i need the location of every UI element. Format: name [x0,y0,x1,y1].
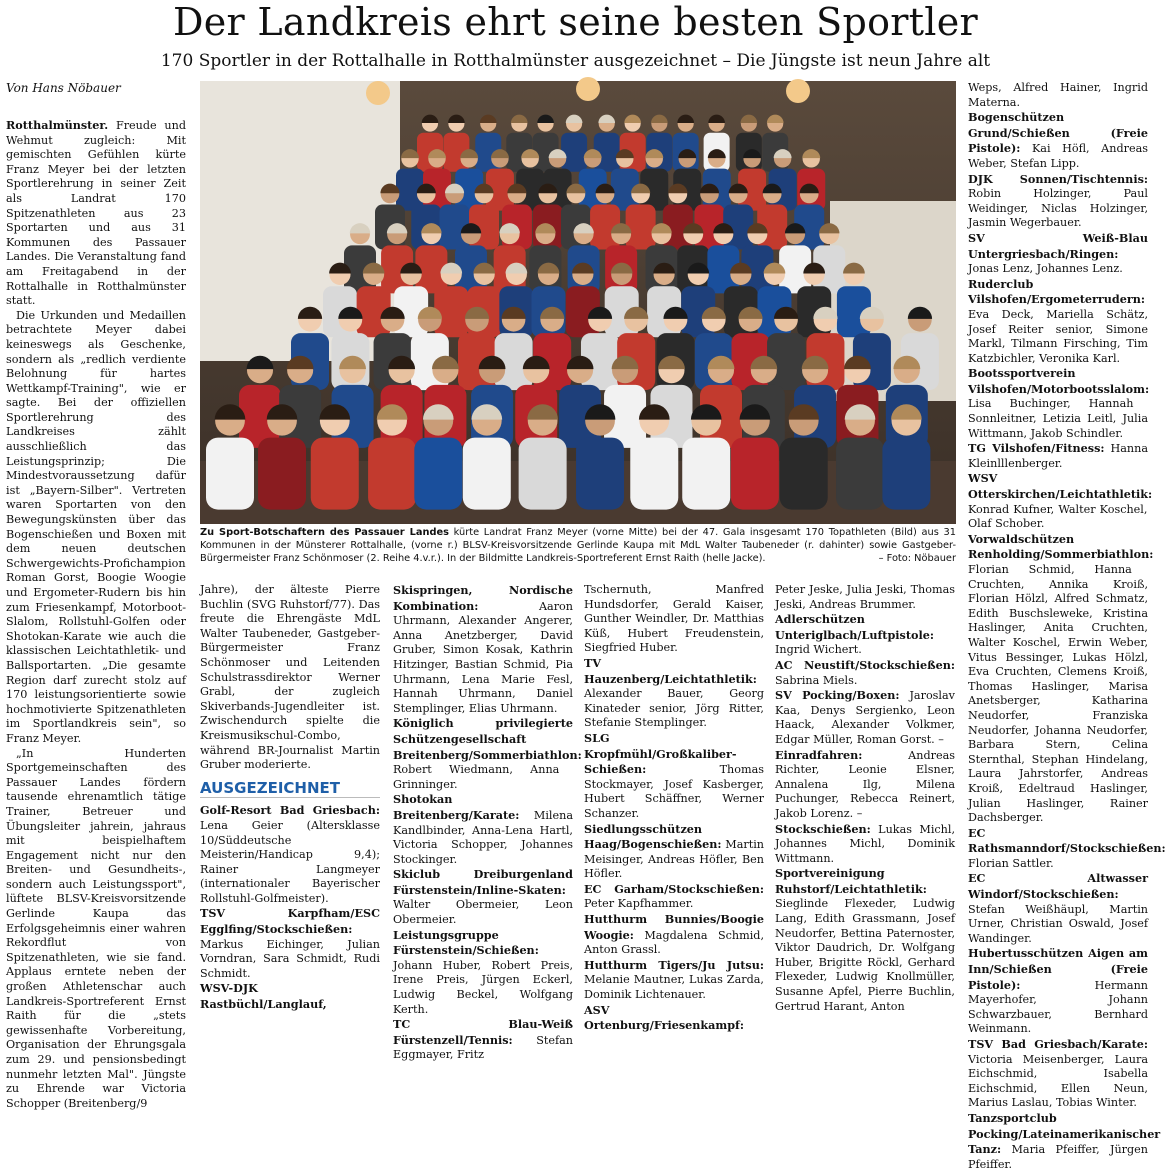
athlete-names: Eva Deck, Mariella Schätz, Josef Reiter senior, Simone Markl, Tilmann Firsching, Tim Katzbichler, Veronika Karl. [968,307,1148,365]
athlete-names: Robin Holzinger, Paul Weidinger, Niclas Holzinger, Jasmin Wegerbauer. [968,187,1148,230]
headline: Der Landkreis ehrt seine besten Sportler [172,0,979,44]
photo-caption [200,526,956,565]
person-body [463,438,511,510]
person-body [576,438,624,510]
athlete-names: Robert Wiedmann, Anna Grinninger. [393,763,560,791]
honoree-entry [584,822,764,882]
club-name: SV Weiß-Blau Untergriesbach/Ringen: [968,230,1148,261]
club-name: Stockschießen: [775,821,871,836]
person-body [414,438,462,510]
honoree-entry [775,658,955,688]
athlete-names: Sabrina Miels. [775,673,858,687]
athlete-names: Lisa Buchinger, Hannah Sonnleitner, Letizia Leitl, Julia Wittmann, Jakob Schindler. [968,397,1148,440]
athlete-names: Maria Pfeiffer, Jürgen Pfeiffer. [968,1143,1148,1171]
honoree-entry [775,822,955,867]
athlete-names: Alexander Bauer, Georg Kinateder senior, Jörg Ritter, Stefanie Stemplinger. [584,687,764,730]
club-name: TC Blau-Weiß Fürstenzell/Tennis: [393,1017,573,1047]
honoree-entry [968,172,1148,231]
club-name: Leistungsgruppe Fürstenstein/Schießen: [393,927,539,958]
honoree-entry [584,656,764,731]
club-name: Hutthurm Bunnies/Boogie Woogie: [584,912,764,942]
club-name: Hutthurm Tigers/Ju Jutsu: [584,957,764,972]
honoree-entry [968,1037,1148,1111]
club-name: Hubertusschützen Aigen am Inn/Schießen (Freie Pistole): [968,946,1148,992]
athlete-names: Ingrid Wichert. [775,643,862,657]
subheadline: 170 Sportler in der Rottalhalle in Rotthalmünster ausgezeichnet – Die Jüngste ist neun Jahre alt [160,51,991,71]
athlete-names: Walter Obermeier, Leon Obermeier. [393,898,573,927]
club-name: TSV Karpfham/ESC Egglfing/Stockschießen: [200,906,380,937]
club-name: Skispringen, Nordische Kombination: [393,583,573,613]
person-body [368,438,416,510]
club-name: Königlich privilegierte Schützengesellschaft Breitenberg/Sommerbiathlon: [393,716,582,762]
ceiling-lamp [576,77,600,101]
club-name: EC Altwasser Windorf/Stockschießen: [968,871,1148,902]
honoree-entry [393,1017,573,1063]
club-name: EC Rathsmanndorf/Stockschießen: [968,825,1166,856]
athlete-names: Lukas Michl, Johannes Michl, Dominik Wittmann. [775,822,955,865]
club-name: Shotokan Breitenberg/Karate: [393,792,520,822]
honoree-list [968,110,1166,1172]
person-body [311,438,359,510]
club-name: AC Neustift/Stockschießen: [775,657,955,672]
club-name: WSV Otterskirchen/Leichtathletik: [968,471,1153,502]
honoree-list [200,803,380,1012]
honoree-entry [200,906,380,981]
person-body [519,438,567,510]
honoree-entry [584,731,764,822]
club-name: Ruderclub Vilshofen/Ergometerrudern: [968,276,1145,307]
group-photo [200,81,956,524]
athlete-names: Sieglinde Flexeder, Ludwig Lang, Edith Grassmann, Josef Neudorfer, Bettina Paternoster, Viktor Daudrich, Dr. Wolfgang Huber, Brigitte Röckl, Gerhard Flexeder, Ludwig Knollmüller, Susanne Apfel, Pierre Buchlin, Gertrud Harant, Anton [775,897,955,1013]
athlete-names: Hermann Mayerhofer, Johann Schwarzbauer, Bernhard Weinmann. [968,978,1148,1036]
caption-lead: Zu Sport-Botschaftern des Passauer Landes [200,527,449,538]
honoree-entry [393,867,573,927]
honoree-entry [584,958,764,1003]
club-name: SLG Kropfmühl/Großkaliber-Schießen: [584,730,737,777]
athlete-names: Thomas Stockmayer, Josef Kasberger, Hubert Schäffner, Werner Schanzer. [584,763,764,820]
honoree-entry [968,231,1148,277]
club-name: TV Hauzenberg/Leichtathletik: [584,655,757,686]
paragraph: Die Urkunden und Medaillen betrachtete Meyer dabei keineswegs als Geschenke, sondern als „redlich verdiente Belohnung für hartes Wettkampf-Training", wie er sagte. Bei der offiziellen Sportlerehrung des Landkreises zählt ausschließlich das Leistungsprinzip; Die Mindestvoraussetzung dafür ist „Bayern-Silber". Vertreten waren Sportarten von den Bewegungskünsten über das Bogenschießen und Boxen mit dem neuen deutschen Schwergewichts-Profichampion Roman Gorst, Boogie Woogie und Ergometer-Rudern bis hin zum Friesenkampf, Motorboot-Slalom, Rollstuhl-Golfen oder Shotokan-Karate wie auch die klassischen Leichtathletik- und Ballsportarten. „Die gesamte Region darf zurecht stolz auf 170 leistungsorientierte sowie hochmotivierte Spitzenathleten im Sportlandkreis sein", so Franz Meyer. [6,308,186,745]
group-photo-illustration [200,81,956,524]
athlete-names: Florian Schmid, Hanna Cruchten, Annika Kroiß, Florian Hölzl, Alfred Schmatz, Edith Buschsleweke, Kristina Haslinger, Anita Cruchten, Walter Koschel, Erwin Weber, Vitus Bessinger, Lukas Hölzl, Eva Cruchten, Clemens Kroiß, Thomas Haslinger, Marisa Anetsberger, Katharina Neudorfer, Franziska Neudorfer, Johanna Neudorfer, Barbara Stern, Celina Sternthal, Stephan Hindelang, Laura Jahrstorfer, Andreas Kroiß, Edeltraud Haslinger, Julian Haslinger, Rainer Dachsberger. [968,563,1148,825]
athlete-names: Hanna Kleinlllenberger. [968,442,1148,470]
person-body [682,438,730,510]
person-body [882,438,930,510]
athlete-names: Magdalena Schmid, Anton Grassl. [584,928,764,957]
person-body [561,133,587,172]
club-name: Einradfahren: [775,747,863,762]
photo-credit: – Foto: Nöbauer [878,553,956,564]
article-column-1 [6,118,186,1110]
athlete-names: Kai Höfl, Andreas Weber, Stefan Lipp. [968,142,1148,170]
honoree-entry [393,928,573,1018]
athlete-names: Florian Sattler. [968,856,1054,870]
honoree-entry [775,688,955,747]
honoree-entry [584,912,764,958]
club-name: TSV Bad Griesbach/Karate: [968,1037,1148,1051]
athlete-names: Jaroslav Kaa, Denys Sergienko, Leon Haack, Alexander Volkmer, Edgar Müller, Roman Gorst. – [775,689,955,746]
honoree-entry [968,871,1148,946]
person-body [780,438,828,510]
club-name: Skiclub Dreiburgenland Fürstenstein/Inline-Skaten: [393,867,573,897]
athlete-names: Aaron Uhrmann, Alexander Angerer, Anna Anetzberger, David Gruber, Simon Kosak, Kathrin Hitzinger, Bastian Schmid, Pia Uhrmann, Lena Marie Fesl, Hannah Uhrmann, Daniel Stemplinger, Elias Uhrmann. [393,599,573,715]
club-name: Sportvereinigung Ruhstorf/Leichtathletik: [775,866,927,896]
club-name: Vorwaldschützen Renholding/Sommerbiathlon: [968,531,1154,562]
athlete-names: Johann Huber, Robert Preis, Irene Preis, Jürgen Eckerl, Ludwig Beckel, Wolfgang Kerth. [393,958,573,1016]
club-name: Golf-Resort Bad Griesbach: [200,803,380,818]
person-body [206,438,254,510]
person-body [836,438,884,510]
honoree-entry [775,612,955,658]
honoree-entry [968,471,1153,531]
athlete-names: Lena Geier (Altersklasse 10/Süddeutsche Meisterin/Handicap 9,4); Rainer Langmeyer (internationaler Bayerischer Rollstuhl-Golfmeister). [200,818,380,905]
athlete-names: Victoria Meisenberger, Laura Eichschmid, Isabella Eichschmid, Ellen Neun, Marius Laslau, Tobias Winter. [968,1052,1148,1110]
athlete-names: Milena Kandlbinder, Anna-Lena Hartl, Victoria Schopper, Johannes Stockinger. [393,808,573,866]
club-name: WSV-DJK Rastbüchl/Langlauf, [200,981,327,1012]
honoree-entry [584,1003,764,1034]
club-name: EC Garham/Stockschießen: [584,881,764,896]
athlete-names: Stefan Eggmayer, Fritz [393,1033,573,1062]
honoree-entry [393,792,573,867]
honoree-entry [775,748,955,822]
athlete-names: Jonas Lenz, Johannes Lenz. [968,262,1123,276]
honoree-entry [968,825,1166,872]
athlete-names: Melanie Mautner, Lukas Zarda, Dominik Lichtenauer. [584,973,764,1002]
honoree-entry [968,946,1148,1037]
club-name: Adlerschützen Unteriglbach/Luftpistole: [775,612,934,642]
honoree-entry [200,981,380,1012]
section-heading: AUSGEZEICHNET [200,781,380,799]
honoree-entry [968,110,1148,171]
paragraph: Rotthalmünster. Freude und Wehmut zugleich: Mit gemischten Gefühlen kürte Franz Meyer bei der letzten Sportlerehrung in seiner Zeit als Landrat 170 Spitzenathleten aus 23 Sportarten und aus 31 Kommunen des Passauer Landes. Die Veranstaltung fand am Freitagabend in der Rottalhalle in Rotthalmünster statt. [6,118,186,308]
article-column-2 [200,583,380,1012]
person-body [626,205,656,250]
honoree-list [775,612,955,1014]
honoree-entry [775,866,955,1014]
byline: Von Hans Nöbauer [6,81,121,95]
person-body [630,438,678,510]
honoree-list [393,583,582,1063]
paragraph: Weps, Alfred Hainer, Ingrid Materna. [968,81,1148,109]
honoree-entry [968,366,1148,441]
club-name: Siedlungsschützen Haag/Bogenschießen: [584,821,722,852]
ceiling-lamp [366,81,390,105]
person-body [258,438,306,510]
paragraph: Tschernuth, Manfred Hundsdorfer, Gerald Kaiser, Gunther Weindler, Dr. Matthias Küß, Hubert Freudenstein, Siegfried Huber. [584,583,764,655]
club-name: Bootssportverein Vilshofen/Motorbootsslalom: [968,366,1150,396]
club-name: DJK Sonnen/Tischtennis: [968,171,1148,186]
honoree-entry [200,803,380,906]
ceiling-lamp [786,79,810,103]
club-name: TG Vilshofen/Fitness: [968,441,1105,456]
athlete-names: Martin Meisinger, Andreas Höfler, Ben Höfler. [584,838,764,881]
athlete-names: Konrad Kufner, Walter Koschel, Olaf Schober. [968,502,1148,531]
honoree-entry [393,583,573,716]
honoree-list [584,656,764,1034]
person-body [731,438,779,510]
honoree-entry [968,1110,1161,1172]
honoree-entry [393,716,582,792]
honoree-entry [968,441,1148,471]
honoree-entry [968,531,1154,826]
paragraph: „In Hunderten Sportgemeinschaften des Passauer Landes fördern tausende ehrenamtlich tätige Trainer, Betreuer und Übungsleiter jahrein, jahraus mit beispielhaftem Engagement nicht nur den Breiten- und Gesundheits-, sondern auch Leistungssport", lüftete BLSV-Kreisvorsitzende Gerlinde Kaupa das Erfolgsgeheimnis einer wahren Rekordflut von Spitzenathleten, wie sie fand. Applaus erntete neben der großen Athletenschar auch Landkreis-Sportreferent Ernst Raith für die „stets gewissenhafte Vorbereitung, Organisation der Ehrungsgala zum 29. und pensionsbedingt nunmehr letzten Mal". Jüngste zu Ehrende war Victoria Schopper (Breitenberg/9 [6,746,186,1110]
club-name: ASV Ortenburg/Friesenkampf: [584,1002,744,1033]
paragraph: Peter Jeske, Julia Jeski, Thomas Jeski, Andreas Brummer. [775,583,955,611]
club-name: SV Pocking/Boxen: [775,688,900,703]
athlete-names: Andreas Richter, Leonie Elsner, Annalena Ilg, Milena Puchunger, Rebecca Reinert, Jakob Lorenz. – [775,748,955,820]
honoree-entry [584,882,764,912]
athlete-names: Stefan Weißhäupl, Martin Urner, Christian Oswald, Josef Wandinger. [968,902,1148,945]
athlete-names: Peter Kapfhammer. [584,897,694,911]
article-column-6 [968,81,1166,1171]
article-column-3 [393,583,582,1062]
paragraph: Jahre), der älteste Pierre Buchlin (SVG Ruhstorf/77). Das freute die Ehrengäste MdL Walter Taubeneder, Gastgeber-Bürgermeister Franz Schönmoser und Leitenden Schulstrassdirektor Werner Grabl, der zugleich Skiverbands-Jugendleiter ist. Zwischendurch spielte die Kreismusikschul-Combo, während BR-Journalist Martin Gruber moderierte. [200,583,380,772]
article-column-4 [584,583,764,1033]
caption-text: kürte Landrat Franz Meyer (vorne Mitte) bei der 47. Gala insgesamt 170 Topathleten (Bild) aus 31 Kommunen in der Münsterer Rottalhalle, (vorne r.) BLSV-Kreisvorsitzende Gerlinde Kaupa mit MdL Walter Taubeneder (r. dahinter) sowie Gastgeber-Bürgermeister Franz Schönmoser (2. Reihe 4.v.r.). In der Bildmitte Landkreis-Sportreferent Ernst Raith (helle Jacke). [200,527,956,564]
dateline: Rotthalmünster. [6,118,109,132]
club-name: Tanzsportclub Pocking/Lateinamerikanischer Tanz: [968,1110,1161,1157]
honoree-entry [968,277,1148,367]
article-column-5 [775,583,955,1013]
athlete-names: Markus Eichinger, Julian Vorndran, Sara Schmidt, Rudi Schmidt. [200,937,380,980]
club-name: Bogenschützen Grund/Schießen (Freie Pistole): [968,110,1148,156]
